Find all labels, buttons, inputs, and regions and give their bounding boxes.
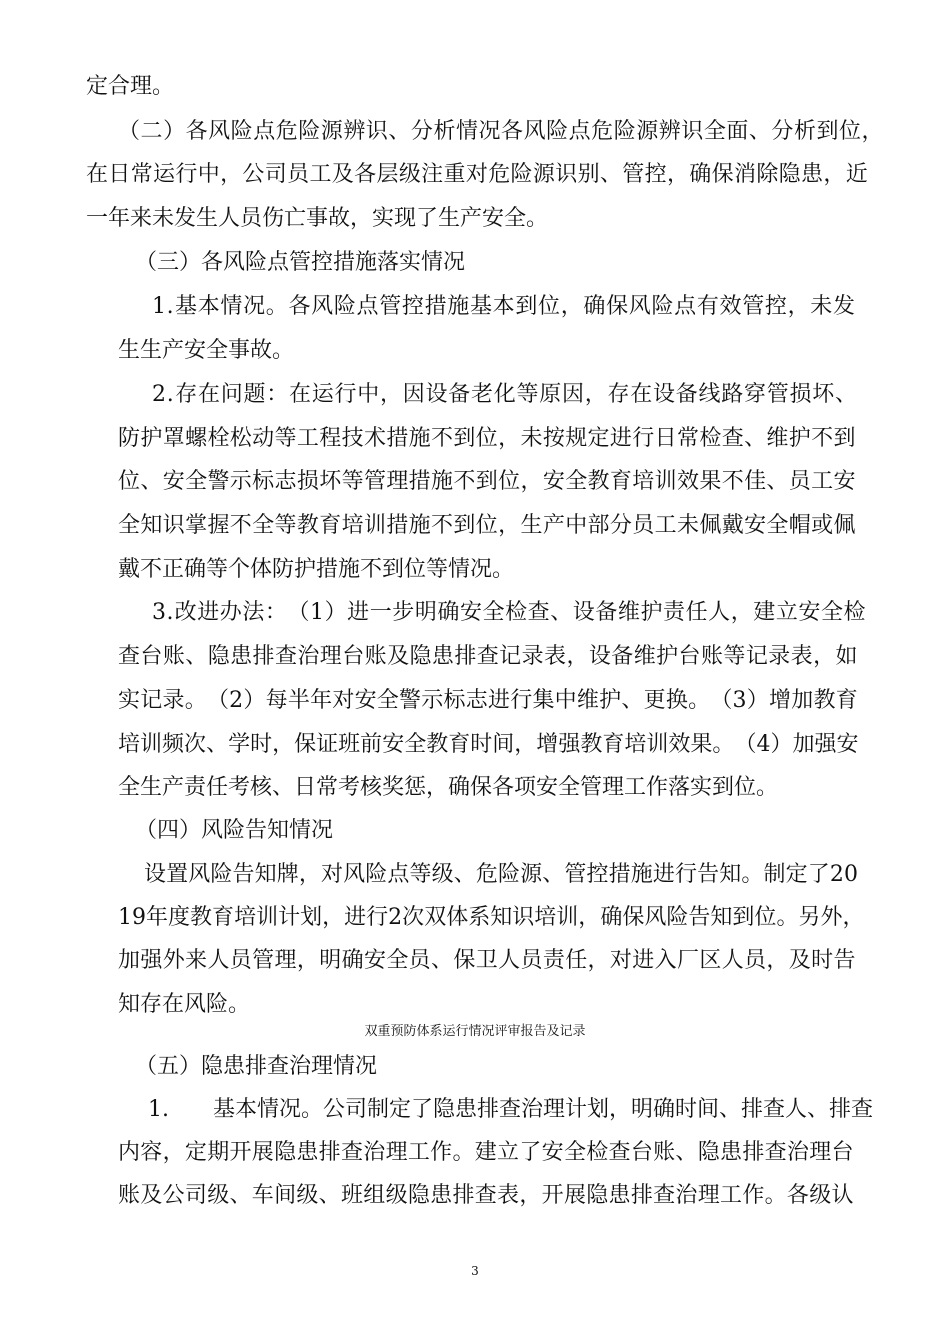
text-line: 设 置 风 险 告 知 牌 ， 对 风 险 点 等 级 、 危 险 源 、 管 控 措 施 进 行 告 知 。 制 定 了 2 0	[144, 862, 858, 887]
page-number: 3	[471, 1264, 479, 1278]
text-line: 查 台 账 、 隐 患 排 查 治 理 台 账 及 隐 患 排 查 记 录 表 ， 设 备 维 护 台 账 等 记 录 表 ， 如	[118, 644, 858, 669]
section-heading: （四）风险告知情况	[135, 818, 334, 843]
text-line: 3 . 改 进 办 法 ： （ 1 ） 进 一 步 明 确 安 全 检 查 、 设 备 维 护 责 任 人 ， 建 立 安 全 检	[152, 600, 866, 625]
text-line: 位 、 安 全 警 示 标 志 损 坏 等 管 理 措 施 不 到 位 ， 安 全 教 育 培 训 效 果 不 佳 、 员 工 安	[118, 469, 856, 494]
text-line: 内 容 ， 定 期 开 展 隐 患 排 查 治 理 工 作 。 建 立 了 安 全 检 查 台 账 、 隐 患 排 查 治 理 台	[118, 1140, 854, 1165]
text-line: 在 日 常 运 行 中 ， 公 司 员 工 及 各 层 级 注 重 对 危 险 源 识 别 、 管 控 ， 确 保 消 除 隐 患 ， 近	[86, 162, 868, 187]
text-line: 1. 基本情况。公司制定了隐患排查治理计划，明确时间、排查人、排查	[148, 1097, 873, 1122]
text-line: 1 9 年 度 教 育 培 训 计 划 ， 进 行 2 次 双 体 系 知 识 培 训 ， 确 保 风 险 告 知 到 位 。 另 外 ，	[118, 905, 865, 930]
text-line: 培 训 频 次 、 学 时 ， 保 证 班 前 安 全 教 育 时 间 ， 增 强 教 育 培 训 效 果 。 （ 4 ） 加 强 安	[118, 732, 859, 757]
text-line: 加 强 外 来 人 员 管 理 ， 明 确 安 全 员 、 保 卫 人 员 责 任 ， 对 进 入 厂 区 人 员 ， 及 时 告	[118, 948, 856, 973]
text-line: 一年来未发生人员伤亡事故，实现了生产安全。	[86, 206, 549, 231]
text-line: 全生产责任考核、日常考核奖惩，确保各项安全管理工作落实到位。	[118, 775, 779, 800]
section-heading: （五）隐患排查治理情况	[135, 1054, 378, 1079]
section-heading: （三）各风险点管控措施落实情况	[135, 250, 466, 275]
text-line: （ 二 ） 各 风 险 点 危 险 源 辨 识 、 分 析 情 况 各 风 险 点 危 险 源 辨 识 全 面 、 分 析 到 位 ，	[118, 119, 884, 144]
text-line: 生生产安全事故。	[118, 338, 295, 363]
text-line: 2 . 存 在 问 题 ： 在 运 行 中 ， 因 设 备 老 化 等 原 因 ， 存 在 设 备 线 路 穿 管 损 坏 、	[152, 382, 857, 407]
running-header: 双重预防体系运行情况评审报告及记录	[364, 1024, 586, 1039]
text-line: 实 记 录 。 （ 2 ） 每 半 年 对 安 全 警 示 标 志 进 行 集 中 维 护 、 更 换 。 （ 3 ） 增 加 教 育	[118, 688, 858, 713]
text-line: 定合理。	[86, 74, 175, 99]
text-line: 全 知 识 掌 握 不 全 等 教 育 培 训 措 施 不 到 位 ， 生 产 中 部 分 员 工 未 佩 戴 安 全 帽 或 佩	[118, 513, 856, 538]
text-line: 戴不正确等个体防护措施不到位等情况。	[118, 557, 515, 582]
text-line: 知存在风险。	[118, 992, 251, 1017]
text-line: 账 及 公 司 级 、 车 间 级 、 班 组 级 隐 患 排 查 表 ， 开 展 隐 患 排 查 治 理 工 作 。 各 级 认	[118, 1183, 854, 1208]
text-line: 防 护 罩 螺 栓 松 动 等 工 程 技 术 措 施 不 到 位 ， 未 按 规 定 进 行 日 常 检 查 、 维 护 不 到	[118, 426, 856, 451]
text-line: 1 . 基 本 情 况 。 各 风 险 点 管 控 措 施 基 本 到 位 ， 确 保 风 险 点 有 效 管 控 ， 未 发	[152, 294, 855, 319]
